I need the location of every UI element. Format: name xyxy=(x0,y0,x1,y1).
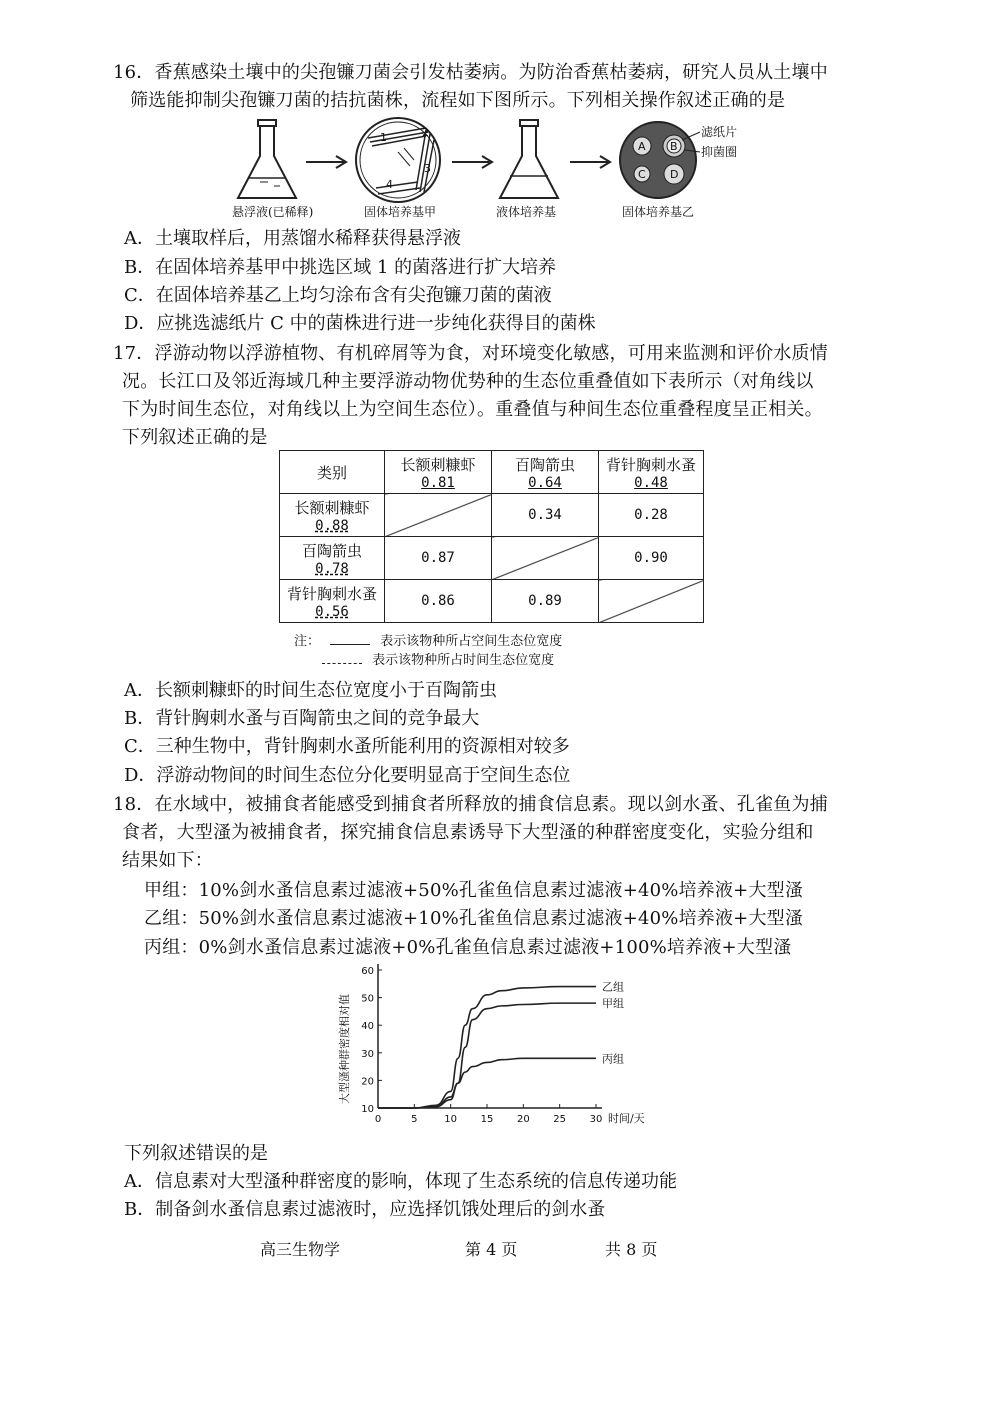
q18-stem-line-3: 结果如下： xyxy=(122,850,213,871)
table-cell: 0.28 xyxy=(599,494,704,537)
table-note-1 xyxy=(294,630,562,649)
callout-inhibition-zone: 抑菌圈 xyxy=(701,145,738,159)
q17-stem-line-2: 况。长江口及邻近海域几种主要浮游动物优势种的生态位重叠值如下表所示（对角线以 xyxy=(122,371,814,392)
disc-letter-d: D xyxy=(670,168,679,181)
q16-stem-line-2: 筛选能抑制尖孢镰刀菌的拮抗菌株，流程如下图所示。下列相关操作叙述正确的是 xyxy=(130,90,786,111)
series-label-1: 甲组 xyxy=(602,997,624,1011)
q18-stem-line-2: 食者，大型溞为被捕食者，探究捕食信息素诱导下大型溞的种群密度变化，实验分组和 xyxy=(122,822,814,843)
series-label-0: 乙组 xyxy=(602,980,624,994)
footer-subject: 高三生物学 xyxy=(260,1240,341,1259)
y-tick-label: 60 xyxy=(361,966,374,977)
q17-option-d: D．浮游动物间的时间生态位分化要明显高于空间生态位 xyxy=(124,765,571,786)
plate2-label: 固体培养基乙 xyxy=(622,205,695,219)
column-name: 背针胸刺水蚤 xyxy=(605,455,696,474)
q16-stem-line-1: 16．香蕉感染土壤中的尖孢镰刀菌会引发枯萎病。为防治香蕉枯萎病，研究人员从土壤中 xyxy=(113,62,828,83)
flask-icon xyxy=(500,120,558,198)
plate1-label: 固体培养基甲 xyxy=(364,205,437,219)
row-name: 百陶箭虫 xyxy=(301,541,362,560)
zone-number-3: 3 xyxy=(424,162,431,175)
x-axis-label: 时间/天 xyxy=(608,1112,645,1125)
population-density-chart xyxy=(330,962,660,1134)
x-tick-label: 10 xyxy=(444,1114,458,1125)
diagonal-cell xyxy=(599,580,704,623)
table-row xyxy=(280,537,704,580)
column-value: 0.64 xyxy=(528,474,562,491)
row-value: 0.56 xyxy=(315,603,349,620)
row-header xyxy=(280,494,385,537)
row-header xyxy=(280,580,385,623)
diagonal-cell xyxy=(492,537,599,580)
diagonal-cell xyxy=(385,494,492,537)
q17-stem-line-1: 17．浮游动物以浮游植物、有机碎屑等为食，对环境变化敏感，可用来监测和评价水质情 xyxy=(113,343,828,364)
footer-total: 共 8 页 xyxy=(605,1240,658,1259)
q16-option-d: D．应挑选滤纸片 C 中的菌株进行进一步纯化获得目的菌株 xyxy=(124,313,596,334)
row-name: 背针胸刺水蚤 xyxy=(286,584,377,603)
arrow-icon xyxy=(306,156,346,168)
column-value: 0.81 xyxy=(421,474,455,491)
q17-stem-line-3: 下为时间生态位，对角线以上为空间生态位）。重叠值与种间生态位重叠程度呈正相关。 xyxy=(122,399,823,420)
y-tick-label: 40 xyxy=(361,1021,374,1033)
zone-number-4: 4 xyxy=(386,178,393,191)
x-tick-label: 25 xyxy=(553,1114,567,1125)
arrow-icon xyxy=(452,156,492,168)
y-tick-label: 10 xyxy=(361,1104,374,1115)
column-header xyxy=(599,451,704,494)
note-text-1: 表示该物种所占空间生态位宽度 xyxy=(380,634,563,649)
q16-option-a: A．土壤取样后，用蒸馏水稀释获得悬浮液 xyxy=(124,228,461,249)
q17-stem-line-4: 下列叙述正确的是 xyxy=(122,427,268,448)
zone-number-2: 2 xyxy=(422,126,429,139)
zone-number-1: 1 xyxy=(380,131,387,144)
q18-question: 下列叙述错误的是 xyxy=(124,1143,268,1164)
column-value: 0.48 xyxy=(634,474,668,491)
x-tick-label: 20 xyxy=(516,1114,530,1125)
column-name: 百陶箭虫 xyxy=(514,455,575,474)
note-text-2: 表示该物种所占时间生态位宽度 xyxy=(372,653,555,668)
y-tick-label: 50 xyxy=(361,993,374,1005)
q18-option-a: A．信息素对大型溞种群密度的影响，体现了生态系统的信息传递功能 xyxy=(124,1171,677,1192)
y-tick-label: 20 xyxy=(361,1076,374,1088)
callout-filter-paper: 滤纸片 xyxy=(701,125,738,139)
disc-letter-b: B xyxy=(670,140,678,153)
q18-group-bing: 丙组：0%剑水蚤信息素过滤液+0%孔雀鱼信息素过滤液+100%培养液+大型溞 xyxy=(144,937,792,958)
footer-page: 第 4 页 xyxy=(465,1240,518,1259)
q16-option-c: C．在固体培养基乙上均匀涂布含有尖孢镰刀菌的菌液 xyxy=(124,285,552,306)
disc-letter-c: C xyxy=(638,168,646,181)
q18-stem-line-1: 18．在水域中，被捕食者能感受到捕食者所释放的捕食信息素。现以剑水蚤、孔雀鱼为捕 xyxy=(113,794,828,815)
q18-group-yi: 乙组：50%剑水蚤信息素过滤液+10%孔雀鱼信息素过滤液+40%培养液+大型溞 xyxy=(144,908,804,929)
disc-letter-a: A xyxy=(638,140,646,153)
q18-group-jia: 甲组：10%剑水蚤信息素过滤液+50%孔雀鱼信息素过滤液+40%培养液+大型溞 xyxy=(144,880,804,901)
table-cell: 0.86 xyxy=(385,580,492,623)
x-tick-label: 5 xyxy=(411,1114,418,1125)
column-header xyxy=(492,451,599,494)
arrow-icon xyxy=(570,156,610,168)
row-value: 0.88 xyxy=(315,517,349,534)
niche-overlap-table xyxy=(279,450,704,623)
solid-underline-legend xyxy=(330,644,370,645)
q16-option-b: B．在固体培养基甲中挑选区域 1 的菌落进行扩大培养 xyxy=(124,257,557,278)
x-tick-label: 30 xyxy=(589,1114,603,1125)
flask1-label: 悬浮液(已稀释) xyxy=(232,205,314,219)
q16-flow-figure xyxy=(230,112,770,224)
flask-icon xyxy=(238,120,296,198)
note-prefix: 注： xyxy=(294,634,321,649)
q18-option-b: B．制备剑水蚤信息素过滤液时，应选择饥饿处理后的剑水蚤 xyxy=(124,1199,606,1220)
x-tick-label: 15 xyxy=(480,1114,494,1125)
column-name: 长额刺糠虾 xyxy=(400,455,476,474)
row-name: 长额刺糠虾 xyxy=(294,498,370,517)
table-cell: 0.89 xyxy=(492,580,599,623)
table-row xyxy=(280,494,704,537)
inhibition-plate-icon xyxy=(620,122,700,198)
dashed-underline-legend xyxy=(322,663,362,664)
row-header xyxy=(280,537,385,580)
table-note-2 xyxy=(322,649,554,668)
series-label-2: 丙组 xyxy=(602,1052,624,1066)
table-row xyxy=(280,580,704,623)
y-axis-label: 大型溞种群密度相对值 xyxy=(338,994,351,1104)
x-tick-label: 0 xyxy=(374,1114,382,1125)
column-header xyxy=(385,451,492,494)
series-line-1 xyxy=(378,1003,596,1108)
q17-option-b: B．背针胸刺水蚤与百陶箭虫之间的竞争最大 xyxy=(124,708,480,729)
series-line-0 xyxy=(378,987,596,1108)
table-cell: 0.87 xyxy=(385,537,492,580)
series-line-2 xyxy=(378,1058,596,1108)
table-corner: 类别 xyxy=(280,451,385,494)
flask2-label: 液体培养基 xyxy=(496,205,557,219)
table-cell: 0.34 xyxy=(492,494,599,537)
table-cell: 0.90 xyxy=(599,537,704,580)
q17-option-c: C．三种生物中，背针胸刺水蚤所能利用的资源相对较多 xyxy=(124,736,570,757)
row-value: 0.78 xyxy=(315,560,349,577)
q17-option-a: A．长额刺糠虾的时间生态位宽度小于百陶箭虫 xyxy=(124,680,497,701)
y-tick-label: 30 xyxy=(361,1048,374,1060)
